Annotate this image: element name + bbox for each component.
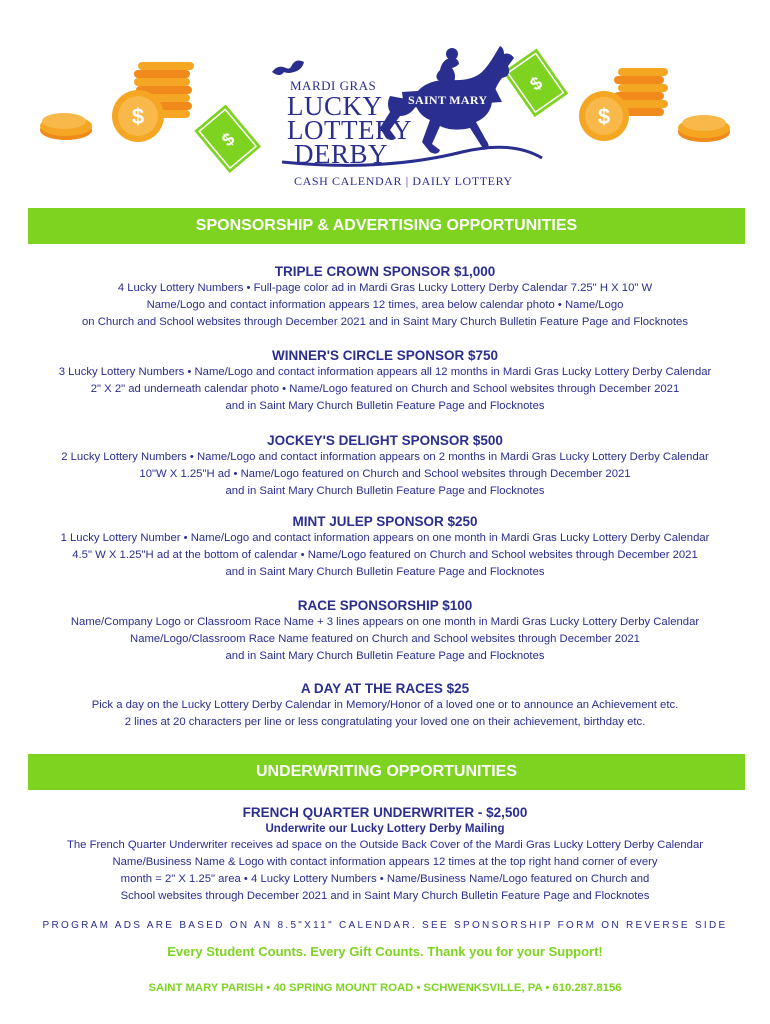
underwriter-french-quarter <box>0 804 770 905</box>
underwriter-line: The French Quarter Underwriter receives ad space on the Outside Back Cover of the Mardi Gras Lucky Lottery Derby Calendar <box>66 839 704 851</box>
thank-you-message: Every Student Counts. Every Gift Counts. Thank you for your Support! <box>167 944 603 959</box>
header <box>0 0 770 205</box>
sponsor-mint-julep <box>0 513 770 581</box>
program-ads-note: PROGRAM ADS ARE BASED ON AN 8.5"X11" CALENDAR. SEE SPONSORSHIP FORM ON REVERSE SIDE <box>42 920 728 931</box>
underwriter-subtitle: Underwrite our Lucky Lottery Derby Mailing <box>265 823 505 835</box>
sponsor-title: JOCKEY'S DELIGHT SPONSOR $500 <box>267 433 503 448</box>
svg-text:$: $ <box>131 104 145 129</box>
sponsor-line: 4.5" W X 1.25"H ad at the bottom of calendar • Name/Logo featured on Church and School websites through December 2021 <box>72 549 698 561</box>
sponsor-race <box>0 597 770 665</box>
sponsor-line: 2" X 2" ad underneath calendar photo • Name/Logo featured on Church and School websites through December 2021 <box>90 383 680 395</box>
logo-tagline: CASH CALENDAR | DAILY LOTTERY <box>294 174 513 188</box>
sponsor-title: MINT JULEP SPONSOR $250 <box>292 514 478 529</box>
sponsor-line: Name/Logo and contact information appears 12 times, area below calendar photo • Name/Logo <box>146 299 624 311</box>
sponsor-title: A DAY AT THE RACES $25 <box>300 681 470 696</box>
svg-text:$: $ <box>597 104 611 129</box>
coin-stack-right-icon <box>578 58 738 148</box>
parish-address: SAINT MARY PARISH • 40 SPRING MOUNT ROAD • SCHWENKSVILLE, PA • 610.287.8156 <box>148 982 622 994</box>
sponsor-line: 4 Lucky Lottery Numbers • Full-page color ad in Mardi Gras Lucky Lottery Derby Calendar 7.25" H X 10" W <box>117 282 653 294</box>
underwriter-line: Name/Business Name & Logo with contact information appears 12 times at the top right hand corner of every <box>112 856 658 868</box>
sponsor-title: WINNER'S CIRCLE SPONSOR $750 <box>271 348 498 363</box>
coin-stack-left-icon <box>36 50 206 150</box>
sponsor-line: and in Saint Mary Church Bulletin Feature Page and Flocknotes <box>225 650 545 662</box>
sponsorship-banner: SPONSORSHIP & ADVERTISING OPPORTUNITIES <box>28 208 745 244</box>
sponsor-title: RACE SPONSORSHIP $100 <box>297 598 473 613</box>
sponsor-line: Name/Logo/Classroom Race Name featured on Church and School websites through December 2021 <box>130 633 640 645</box>
sponsor-line: 2 lines at 20 characters per line or less congratulating your loved one on their achievement, birthday etc. <box>124 716 646 728</box>
logo-mardi-gras: MARDI GRAS <box>290 78 377 93</box>
sponsor-line: Name/Company Logo or Classroom Race Name + 3 lines appears on one month in Mardi Gras Lucky Lottery Derby Calendar <box>70 616 700 628</box>
sponsor-jockeys-delight <box>0 432 770 500</box>
sponsor-winners-circle <box>0 347 770 415</box>
svg-text:$: $ <box>526 72 546 95</box>
logo-ribbon-saint-mary: SAINT MARY <box>408 93 488 107</box>
sponsor-line: and in Saint Mary Church Bulletin Feature Page and Flocknotes <box>225 400 545 412</box>
logo-line-lottery: LOTTERY <box>287 115 412 145</box>
banknote-left-icon <box>192 98 262 178</box>
underwriter-line: month = 2" X 1.25" area • 4 Lucky Lottery Numbers • Name/Business Name/Logo featured on Church and <box>120 873 650 885</box>
sponsor-title: TRIPLE CROWN SPONSOR $1,000 <box>274 264 496 279</box>
sponsor-line: and in Saint Mary Church Bulletin Feature Page and Flocknotes <box>225 485 545 497</box>
sponsor-line: 10"W X 1.25"H ad • Name/Logo featured on Church and School websites through December 2021 <box>139 468 631 480</box>
sponsor-line: 2 Lucky Lottery Numbers • Name/Logo and contact information appears on 2 months in Mardi Gras Lucky Lottery Derby Calendar <box>61 451 709 463</box>
lucky-lottery-derby-logo <box>262 40 552 200</box>
sponsor-line: on Church and School websites through December 2021 and in Saint Mary Church Bulletin Feature Page and Flocknotes <box>82 316 688 328</box>
svg-text:$: $ <box>218 128 239 151</box>
sponsor-line: 1 Lucky Lottery Number • Name/Logo and contact information appears on one month in Mardi Gras Lucky Lottery Derby Calendar <box>60 532 710 544</box>
sponsor-triple-crown <box>0 263 770 331</box>
underwriter-title: FRENCH QUARTER UNDERWRITER - $2,500 <box>242 805 528 820</box>
sponsor-day-at-races <box>0 680 770 731</box>
sponsor-line: Pick a day on the Lucky Lottery Derby Calendar in Memory/Honor of a loved one or to announce an Achievement etc. <box>91 699 679 711</box>
underwriting-banner: UNDERWRITING OPPORTUNITIES <box>28 754 745 790</box>
logo-line-derby: DERBY <box>294 139 389 169</box>
sponsor-line: and in Saint Mary Church Bulletin Feature Page and Flocknotes <box>225 566 545 578</box>
underwriter-line: School websites through December 2021 and in Saint Mary Church Bulletin Feature Page and Flocknotes <box>120 890 650 902</box>
logo-line-lucky: LUCKY <box>287 91 383 121</box>
sponsor-line: 3 Lucky Lottery Numbers • Name/Logo and contact information appears all 12 months in Mardi Gras Lucky Lottery Derby Calendar <box>58 366 712 378</box>
